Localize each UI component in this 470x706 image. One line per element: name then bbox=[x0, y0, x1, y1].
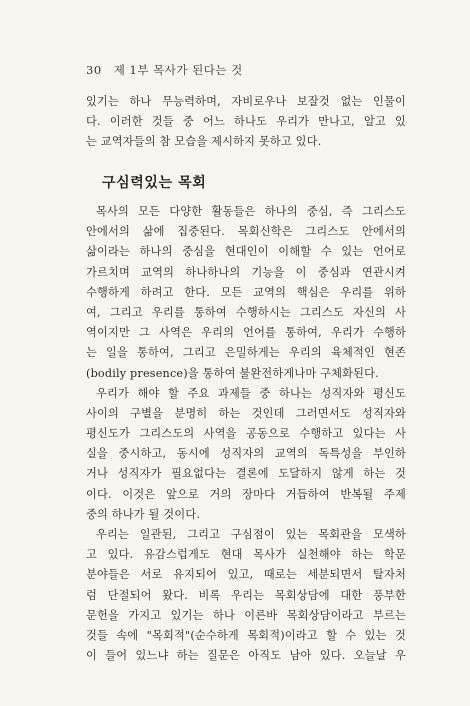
part-title: 제 1부 목사가 된다는 것 bbox=[113, 63, 243, 77]
text-line: 평신도가 그리스도의 사역을 공동으로 수행하고 있다는 사 bbox=[86, 427, 406, 441]
section-heading: 구심력있는 목회 bbox=[102, 175, 207, 191]
text-line: 삶이라는 하나의 중심을 현대인이 이해할 수 있는 언어로 bbox=[86, 245, 406, 259]
text-line: 있기는 하나 무능력하며, 자비로우나 보잘것 없는 인물이 bbox=[86, 95, 406, 108]
text-line: 수행하게 하려고 한다. 모든 교역의 핵심은 우리를 위하 bbox=[86, 285, 406, 299]
running-header bbox=[86, 62, 243, 78]
text-line: 이 들어 있느냐 하는 질문은 아직도 남아 있다. 오늘날 우 bbox=[86, 649, 406, 663]
text-line: 는 교역자들의 참 모습을 제시하지 못하고 있다. bbox=[86, 135, 322, 149]
text-line: 중의 하나가 될 것이다. bbox=[86, 507, 201, 521]
text-line: (bodily presence)을 통하여 불완전하게나마 구체화된다. bbox=[86, 366, 379, 380]
text-line: 고 있다. 유감스럽게도 현대 목사가 실천해야 하는 학문 bbox=[86, 548, 406, 562]
text-line: 다. 이러한 것들 중 어느 하나도 우리가 만나고, 알고 있 bbox=[86, 115, 406, 129]
text-line: 것들 속에 "목회적"(순수하게 목회적)이라고 할 수 있는 것 bbox=[86, 628, 406, 642]
text-line: 안에서의 삶에 집중된다. 목회신학은 그리스도 안에서의 bbox=[86, 225, 406, 239]
text-line: 럼 단절되어 왔다. 비록 우리는 목회상담에 대한 풍부한 bbox=[86, 588, 406, 602]
text-line: 사이의 구별을 분명히 하는 것인데 그러면서도 성직자와 bbox=[86, 406, 406, 420]
text-line: 문헌을 가지고 있기는 하나 이른바 목회상담이라고 부르는 bbox=[86, 608, 406, 622]
text-line: 이다. 이것은 앞으로 거의 장마다 거듭하여 반복될 주제 bbox=[86, 487, 406, 501]
page-number: 30 bbox=[86, 63, 102, 77]
text-line: 분야들은 서로 유지되어 있고, 때로는 세분되면서 탈자처 bbox=[86, 568, 406, 582]
text-line: 여, 그리고 우리를 통하여 수행하시는 그리스도 자신의 사 bbox=[86, 305, 406, 319]
body-text bbox=[86, 202, 406, 666]
text-line: 가르치며 교역의 하나하나의 기능을 이 중심과 연관시켜 bbox=[86, 265, 406, 279]
text-line: 목사의 모든 다양한 활동들은 하나의 중심, 즉 그리스도 bbox=[96, 205, 406, 218]
intro-paragraph bbox=[86, 92, 406, 153]
text-line: 실을 중시하고, 동시에 성직자의 교역의 독특성을 부인하 bbox=[86, 447, 406, 461]
text-line: 우리가 해야 할 주요 과제들 중 하나는 성직자와 평신도 bbox=[96, 386, 406, 400]
text-line: 는 일을 통하여, 그리고 은밀하게는 우리의 육체적인 현존 bbox=[86, 346, 406, 360]
text-line: 거나 성직자가 필요없다는 결론에 도달하지 않게 하는 것 bbox=[86, 467, 406, 481]
text-line: 우리는 일관된, 그리고 구심점이 있는 목회관을 모색하 bbox=[96, 528, 406, 541]
text-line: 역이지만 그 사역은 우리의 언어를 통하여, 우리가 수행하 bbox=[86, 326, 406, 340]
